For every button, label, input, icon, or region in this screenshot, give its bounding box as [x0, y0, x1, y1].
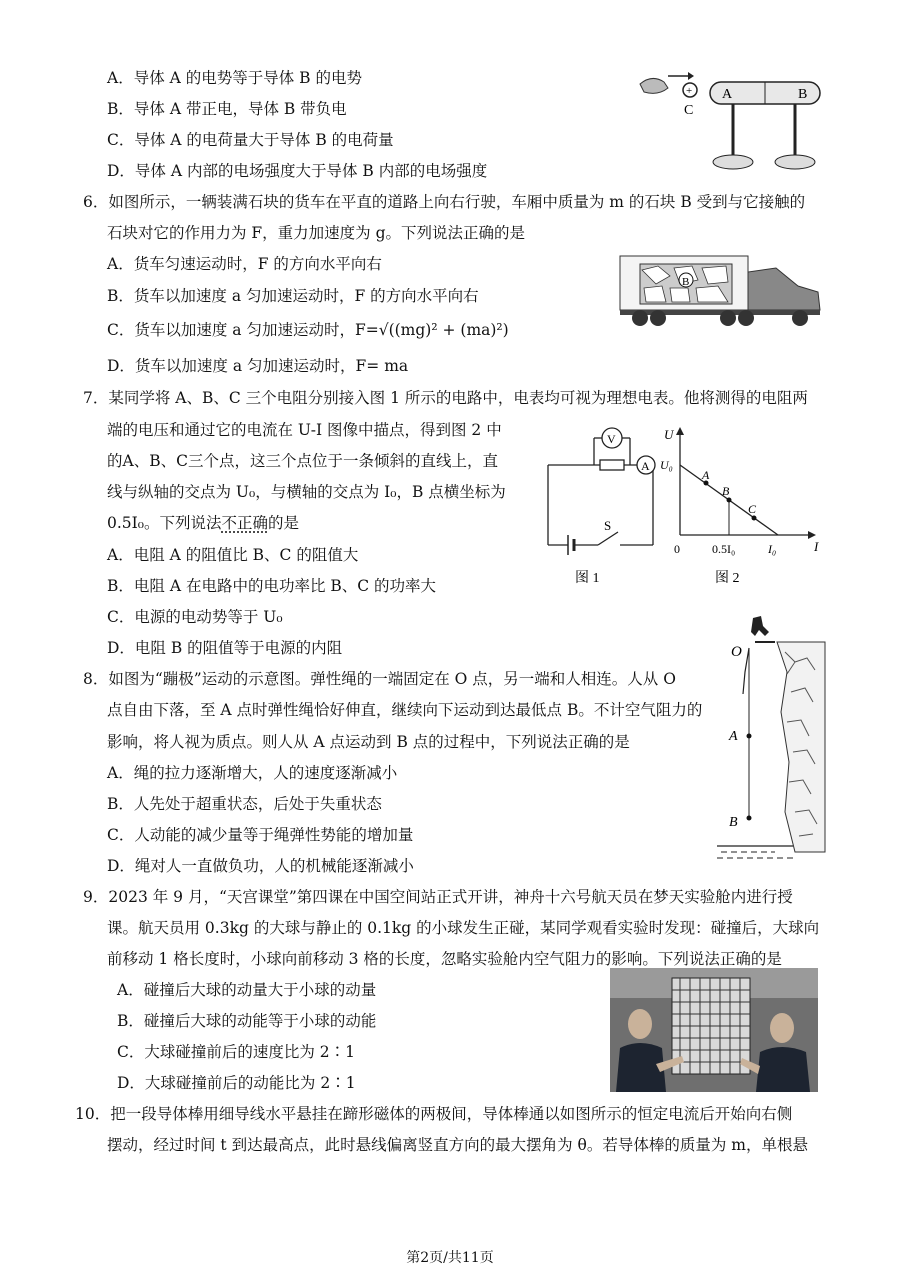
q7-option-d: D．电阻 B 的阻值等于电源的内阻: [107, 639, 343, 657]
q8-option-a: A．绳的拉力逐渐增大，人的速度逐渐减小: [107, 764, 398, 782]
q8-stem-line3: 影响，将人视为质点。则人从 A 点运动到 B 点的过程中，下列说法正确的是: [107, 733, 630, 751]
ammeter-label: A: [641, 459, 650, 473]
q5-option-a: A．导体 A 的电势等于导体 B 的电势: [107, 69, 362, 87]
q9-option-c: C．大球碰撞前后的速度比为 2∶1: [117, 1043, 356, 1061]
q8-option-d: D．绳对人一直做负功，人的机械能逐渐减小: [107, 857, 414, 875]
q6-option-d: D．货车以加速度 a 匀加速运动时，F= ma: [107, 357, 409, 375]
q8-bungee-figure: [715, 612, 827, 862]
q7-option-c: C．电源的电动势等于 U₀: [107, 608, 283, 626]
label-c: C: [684, 103, 694, 118]
truck-cab: [748, 268, 820, 310]
q5-option-d: D．导体 A 内部的电场强度大于导体 B 内部的电场强度: [107, 162, 488, 180]
q7-stem-line5: [107, 513, 299, 533]
point-c: [752, 516, 757, 521]
switch-label: S: [604, 518, 612, 533]
q6-option-b: B．货车以加速度 a 匀加速运动时，F 的方向水平向右: [107, 287, 479, 305]
q9-option-a: A．碰撞后大球的动量大于小球的动量: [117, 981, 377, 999]
label-a: A: [722, 87, 733, 102]
point-a-label: A: [702, 468, 710, 482]
q7-option-b: B．电阻 A 在电路中的电功率比 B、C 的功率大: [107, 577, 437, 595]
point-a-label: A: [729, 729, 738, 744]
q6-option-a: A．货车匀速运动时，F 的方向水平向右: [107, 255, 382, 273]
q9-stem-line1: 9．2023 年 9 月，“天宫课堂”第四课在中国空间站正式开讲，神舟十六号航天员在梦天实验舱内进行授: [83, 888, 793, 906]
origin-label: 0: [674, 542, 680, 556]
point-o-label: O: [731, 644, 742, 660]
q5-option-c: C．导体 A 的电荷量大于导体 B 的电荷量: [107, 131, 394, 149]
point-b: [727, 498, 732, 503]
q7-circuit-figure: [518, 420, 668, 590]
y-axis-label: U: [664, 427, 674, 442]
q8-option-b: B．人先处于超重状态，后处于失重状态: [107, 795, 382, 813]
q7-stem5-post: 的是: [268, 514, 300, 532]
q7-stem-line2: 端的电压和通过它的电流在 U-I 图像中描点，得到图 2 中: [107, 421, 502, 439]
svg-text:+: +: [686, 85, 693, 97]
q6-stem-line2: 石块对它的作用力为 F，重力加速度为 g。下列说法正确的是: [107, 224, 526, 242]
q7-stem5-pre: 0.5I₀。下列说法: [107, 514, 222, 532]
q8-option-c: C．人动能的减少量等于绳弹性势能的增加量: [107, 826, 414, 844]
q6-stem-line1: 6．如图所示，一辆装满石块的货车在平直的道路上向右行驶，车厢中质量为 m 的石块 B 受到与它接触的: [83, 193, 806, 211]
q8-stem-line1: 8．如图为“蹦极”运动的示意图。弹性绳的一端固定在 O 点，另一端和人相连。人从 O: [83, 670, 676, 688]
q7-stem5-emphasis: 不正确: [221, 514, 269, 532]
cliff: [777, 642, 825, 852]
voltmeter-label: V: [607, 432, 616, 446]
u0-label: U₀: [660, 458, 673, 472]
astronaut-left: [628, 1009, 652, 1039]
q9-space-station-photo: [610, 968, 818, 1092]
stone-b-label: B: [682, 276, 690, 288]
q10-stem-line2: 摆动，经过时间 t 到达最高点，此时悬线偏离竖直方向的最大摆角为 θ。若导体棒的质量为 m，单根悬: [107, 1136, 808, 1154]
q7-ui-graph: [660, 425, 825, 590]
point-b-label: B: [722, 484, 730, 498]
q9-option-b: B．碰撞后大球的动能等于小球的动能: [117, 1012, 377, 1030]
hand-icon: [640, 78, 668, 93]
q10-stem-line1: 10．把一段导体棒用细导线水平悬挂在蹄形磁体的两极间，导体棒通以如图所示的恒定电流后开始向右侧: [75, 1105, 793, 1123]
x-axis-label: I: [814, 539, 819, 554]
q7-stem-line3: 的A、B、C三个点，这三个点位于一条倾斜的直线上，直: [107, 452, 498, 470]
q7-stem-line1: 7．某同学将 A、B、C 三个电阻分别接入图 1 所示的电路中，电表均可视为理想电表。他将测得的电阻两: [83, 389, 808, 407]
i0-label: I₀: [768, 542, 777, 556]
q9-option-d: D．大球碰撞前后的动能比为 2∶1: [117, 1074, 356, 1092]
page-footer: 第2页/共11页: [406, 1250, 494, 1266]
q7-option-a: A．电阻 A 的阻值比 B、C 的阻值大: [107, 546, 359, 564]
jumper-icon: [751, 616, 769, 636]
switch-icon: [598, 532, 618, 545]
q6-truck-figure: [618, 250, 824, 330]
fig2-caption: 图 2: [715, 571, 740, 586]
q6-option-c: C．货车以加速度 a 匀加速运动时，F=√((mg)² + (ma)²): [107, 321, 509, 339]
fig1-caption: 图 1: [575, 571, 600, 586]
resistor-icon: [600, 460, 624, 470]
label-b: B: [798, 87, 808, 102]
astronaut-right: [770, 1013, 794, 1043]
q7-stem-line4: 线与纵轴的交点为 U₀，与横轴的交点为 I₀，B 点横坐标为: [107, 483, 506, 501]
q5-option-b: B．导体 A 带正电，导体 B 带负电: [107, 100, 347, 118]
q9-stem-line3: 前移动 1 格长度时，小球向前移动 3 格的长度，忽略实验舱内空气阻力的影响。下列说法正确的是: [107, 950, 782, 968]
q9-stem-line2: 课。航天员用 0.3kg 的大球与静止的 0.1kg 的小球发生正碰，某同学观看实验时发现：碰撞后，大球向: [107, 919, 820, 937]
half-i0-label: 0.5I₀: [712, 542, 736, 556]
q5-conductor-figure: [638, 66, 828, 176]
point-c-label: C: [748, 502, 757, 516]
point-b-label: B: [729, 815, 738, 830]
q8-stem-line2: 点自由下落，至 A 点时弹性绳恰好伸直，继续向下运动到达最低点 B。不计空气阻力的: [107, 701, 703, 719]
